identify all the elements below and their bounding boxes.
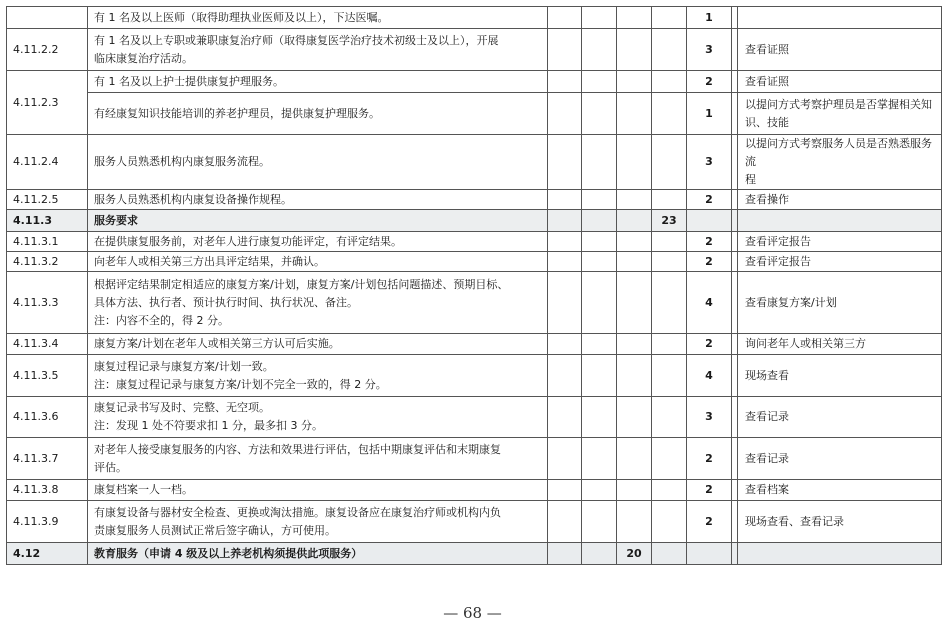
item-content: 康复方案/计划在老年人或相关第三方认可后实施。 (88, 334, 548, 355)
item-code: 4.11.2.3 (7, 71, 88, 135)
table-row (7, 7, 942, 29)
blank-cell (548, 252, 582, 272)
blank-cell (582, 71, 617, 93)
table-row (7, 438, 942, 480)
item-score: 4 (687, 355, 732, 397)
section-score (652, 480, 687, 501)
check-method: 查看操作 (738, 190, 942, 210)
blank-cell (548, 480, 582, 501)
table-row (7, 252, 942, 272)
blank-cell (652, 71, 687, 93)
table-row (7, 272, 942, 334)
blank-cell (548, 190, 582, 210)
blank-cell (582, 7, 617, 29)
item-content: 有 1 名及以上专职或兼职康复治疗师（取得康复医学治疗技术初级士及以上），开展 临床康复治疗活动。 (88, 29, 548, 71)
blank-cell (652, 29, 687, 71)
section-score: 20 (617, 543, 652, 565)
blank-cell (582, 438, 617, 480)
check-method: 查看记录 (738, 397, 942, 438)
check-method (738, 210, 942, 232)
blank-cell (617, 272, 652, 334)
blank-cell (617, 397, 652, 438)
blank-cell (548, 232, 582, 252)
blank-cell (582, 501, 617, 543)
item-score: 2 (687, 501, 732, 543)
page-number: — 68 — (443, 604, 502, 622)
item-content: 有康复设备与器材安全检查、更换或淘汰措施。康复设备应在康复治疗师或机构内负 责康复服务人员测试正常后签字确认，方可使用。 (88, 501, 548, 543)
item-score: 2 (687, 480, 732, 501)
blank-cell (548, 355, 582, 397)
blank-cell (582, 190, 617, 210)
blank-cell (652, 543, 687, 565)
check-method: 查看证照 (738, 71, 942, 93)
check-method: 查看评定报告 (738, 232, 942, 252)
table-row (7, 480, 942, 501)
item-score: 2 (687, 438, 732, 480)
item-code: 4.11.3.7 (7, 438, 88, 480)
section-title: 教育服务（申请 4 级及以上养老机构须提供此项服务） (88, 543, 548, 565)
check-method: 查看档案 (738, 480, 942, 501)
section-score (652, 355, 687, 397)
blank-cell (582, 252, 617, 272)
blank-cell (652, 7, 687, 29)
check-method: 查看证照 (738, 29, 942, 71)
item-content: 有 1 名及以上护士提供康复护理服务。 (88, 71, 548, 93)
table-row (7, 334, 942, 355)
item-content: 服务人员熟悉机构内康复服务流程。 (88, 135, 548, 190)
section-score: 23 (652, 210, 687, 232)
blank-cell (582, 272, 617, 334)
item-code: 4.11.2.2 (7, 29, 88, 71)
item-content: 对老年人接受康复服务的内容、方法和效果进行评估，包括中期康复评估和末期康复 评估。 (88, 438, 548, 480)
blank-cell (548, 29, 582, 71)
item-content: 康复记录书写及时、完整、无空项。 注：发现 1 处不符要求扣 1 分，最多扣 3 分。 (88, 397, 548, 438)
section-score (617, 29, 652, 71)
item-code: 4.11.3.8 (7, 480, 88, 501)
check-method: 现场查看、查看记录 (738, 501, 942, 543)
item-code: 4.11.3.5 (7, 355, 88, 397)
table-row (7, 71, 942, 93)
blank-cell (548, 7, 582, 29)
blank-cell (617, 501, 652, 543)
item-code: 4.11.3.4 (7, 334, 88, 355)
blank-cell (582, 232, 617, 252)
blank-cell (582, 29, 617, 71)
section-score (652, 501, 687, 543)
check-method: 询问老年人或相关第三方 (738, 334, 942, 355)
check-method: 查看评定报告 (738, 252, 942, 272)
table-row (7, 232, 942, 252)
check-method: 以提问方式考察护理员是否掌握相关知 识、技能 (738, 93, 942, 135)
blank-cell (652, 190, 687, 210)
blank-cell (617, 334, 652, 355)
blank-cell (652, 93, 687, 135)
table-row (7, 135, 942, 190)
item-score: 4 (687, 272, 732, 334)
check-method: 查看康复方案/计划 (738, 272, 942, 334)
section-code: 4.11.3 (7, 210, 88, 232)
check-method (738, 543, 942, 565)
section-title: 服务要求 (88, 210, 548, 232)
item-score: 1 (687, 7, 732, 29)
item-code: 4.11.3.9 (7, 501, 88, 543)
item-content: 有经康复知识技能培训的养老护理员，提供康复护理服务。 (88, 93, 548, 135)
blank-cell (582, 355, 617, 397)
item-score: 2 (687, 252, 732, 272)
item-content: 有 1 名及以上医师（取得助理执业医师及以上），下达医嘱。 (88, 7, 548, 29)
blank-cell (582, 334, 617, 355)
item-content: 根据评定结果制定相适应的康复方案/计划，康复方案/计划包括问题描述、预期目标、 具体方法、执行者、预计执行时间、执行状况、备注。 注：内容不全的，得 2 分。 (88, 272, 548, 334)
item-content: 服务人员熟悉机构内康复设备操作规程。 (88, 190, 548, 210)
scoring-table (6, 6, 942, 565)
blank-cell (548, 438, 582, 480)
item-score: 1 (687, 93, 732, 135)
section-score (617, 190, 652, 210)
table-row (7, 501, 942, 543)
blank-cell (617, 355, 652, 397)
item-score: 3 (687, 29, 732, 71)
blank-cell (548, 71, 582, 93)
item-score (687, 543, 732, 565)
section-score (652, 252, 687, 272)
item-content: 康复过程记录与康复方案/计划一致。 注：康复过程记录与康复方案/计划不完全一致的，得 2 分。 (88, 355, 548, 397)
blank-cell (617, 480, 652, 501)
check-method: 现场查看 (738, 355, 942, 397)
blank-cell (582, 480, 617, 501)
blank-cell (582, 397, 617, 438)
section-score (652, 272, 687, 334)
blank-cell (548, 272, 582, 334)
table-row (7, 29, 942, 71)
blank-cell (548, 93, 582, 135)
table-row (7, 355, 942, 397)
item-content: 在提供康复服务前，对老年人进行康复功能评定，有评定结果。 (88, 232, 548, 252)
blank-cell (652, 135, 687, 190)
section-score (617, 71, 652, 93)
blank-cell (617, 252, 652, 272)
section-score (652, 232, 687, 252)
table-row (7, 190, 942, 210)
item-code: 4.11.2.5 (7, 190, 88, 210)
section-code: 4.12 (7, 543, 88, 565)
section-score (617, 7, 652, 29)
item-code: 4.11.3.3 (7, 272, 88, 334)
item-code (7, 7, 88, 29)
section-score (652, 397, 687, 438)
blank-cell (582, 93, 617, 135)
blank-cell (582, 135, 617, 190)
item-code: 4.11.3.2 (7, 252, 88, 272)
item-score: 2 (687, 190, 732, 210)
section-row (7, 543, 942, 565)
item-score (687, 210, 732, 232)
item-score: 3 (687, 397, 732, 438)
section-row (7, 210, 942, 232)
item-content: 康复档案一人一档。 (88, 480, 548, 501)
blank-cell (548, 543, 582, 565)
section-score (617, 135, 652, 190)
blank-cell (548, 334, 582, 355)
item-content: 向老年人或相关第三方出具评定结果，并确认。 (88, 252, 548, 272)
blank-cell (548, 135, 582, 190)
blank-cell (548, 397, 582, 438)
table-row (7, 93, 942, 135)
item-score: 2 (687, 232, 732, 252)
check-method (738, 7, 942, 29)
blank-cell (617, 438, 652, 480)
section-score (652, 334, 687, 355)
item-code: 4.11.3.1 (7, 232, 88, 252)
item-score: 2 (687, 334, 732, 355)
blank-cell (548, 501, 582, 543)
section-score (617, 93, 652, 135)
item-score: 3 (687, 135, 732, 190)
item-code: 4.11.3.6 (7, 397, 88, 438)
blank-cell (582, 543, 617, 565)
check-method: 以提问方式考察服务人员是否熟悉服务流 程 (738, 135, 942, 190)
item-code: 4.11.2.4 (7, 135, 88, 190)
check-method: 查看记录 (738, 438, 942, 480)
blank-cell (548, 210, 582, 232)
blank-cell (582, 210, 617, 232)
blank-cell (617, 210, 652, 232)
table-row (7, 397, 942, 438)
section-score (652, 438, 687, 480)
item-score: 2 (687, 71, 732, 93)
blank-cell (617, 232, 652, 252)
